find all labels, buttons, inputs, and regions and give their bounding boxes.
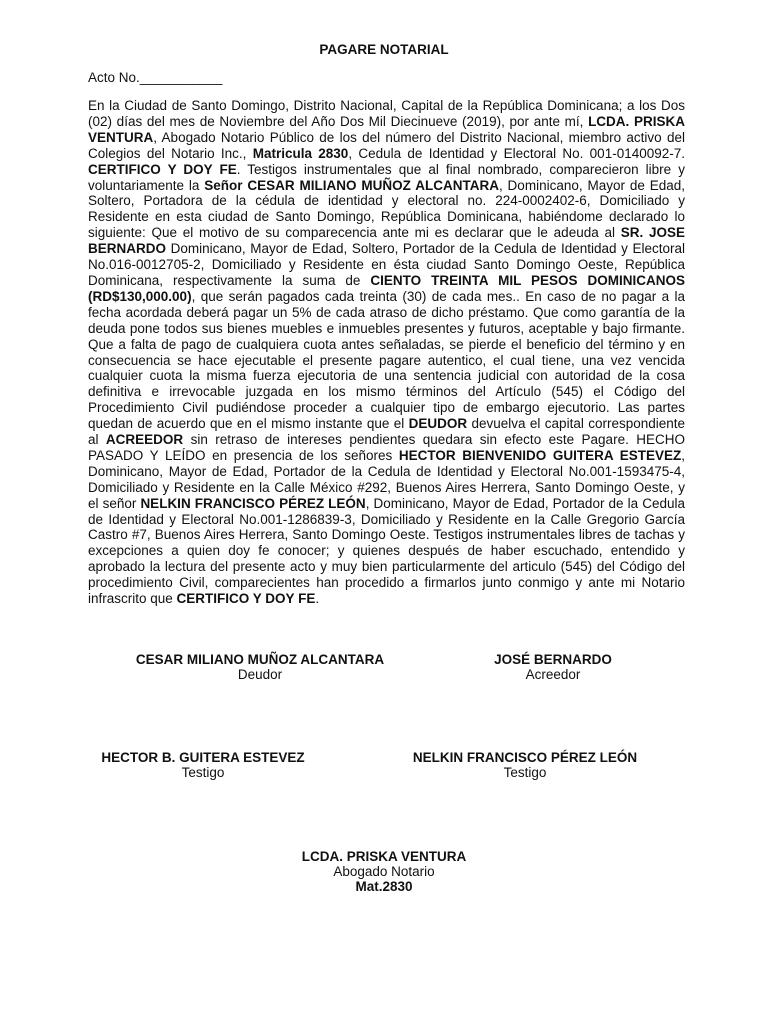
body-segment-bold: LCDA. PRISKA VENTURA — [88, 113, 685, 145]
body-segment: , Cedula de Identidad y Electoral No. 001-0140092-7. — [348, 145, 686, 161]
signature-role: Deudor — [237, 667, 283, 682]
body-segment: En la Ciudad de Santo Domingo, Distrito Nacional, Capital de la República Dominicana; a los Dos (02) días del mes de Noviembre del Año Dos Mil Diecinueve (2019), por ante mí, — [88, 98, 685, 129]
body-segment: sin retraso de intereses pendientes quedara sin efecto este Pagare. HECHO PASADO Y LEÍDO en presencia de los señores — [88, 432, 685, 463]
acto-number: Acto No.___________ — [88, 70, 223, 85]
body-segment: . Testigos instrumentales que al final nombrado, comparecieron libre y voluntariamente la — [88, 161, 685, 193]
body-segment: , Dominicano, Mayor de Edad, Portador de la Cedula de Identidad y Electoral No.001-1593475-4, Domiciliado y Residente en la Calle México #292, Buenos Aires Herrera, Santo Domingo Oeste, y el señor — [88, 447, 685, 511]
document-title: PAGARE NOTARIAL — [319, 42, 449, 57]
body-segment-bold: Señor CESAR MILIANO MUÑOZ ALCANTARA — [204, 177, 499, 193]
signature-name: JOSÉ BERNARDO — [494, 652, 612, 667]
notario-matricula: Mat.2830 — [355, 879, 413, 894]
signature-name: HECTOR B. GUITERA ESTEVEZ — [101, 750, 305, 765]
body-segment-bold: HECTOR BIENVENIDO GUITERA ESTEVEZ — [398, 447, 682, 463]
signature-role: Abogado Notario — [333, 864, 435, 879]
signature-testigo-1 — [88, 750, 318, 780]
signature-role: Testigo — [503, 765, 547, 780]
signature-testigo-2 — [399, 750, 651, 780]
signature-name: NELKIN FRANCISCO PÉREZ LEÓN — [412, 750, 638, 765]
signature-notario — [234, 849, 534, 894]
signature-role: Acreedor — [525, 667, 581, 682]
signature-name: LCDA. PRISKA VENTURA — [301, 849, 467, 864]
body-segment: , Dominicano, Mayor de Edad, Soltero, Portadora de la cédula de identidad y electoral no. 224-0002402-6, Domiciliado y Residente en esta ciudad de Santo Domingo, República Dominicana, habiéndome declarado lo siguiente: Que el motivo de su comparecencia ante mi es declarar que le adeuda al — [88, 177, 685, 241]
body-segment-bold: NELKIN FRANCISCO PÉREZ LEÓN — [140, 495, 366, 511]
body-segment: Dominicano, Mayor de Edad, Soltero, Portador de la Cedula de Identidad y Electoral No.016-0012705-2, Domiciliado y Residente en ésta ciudad Santo Domingo Oeste, República Dominicana, respectivamente la suma de — [88, 241, 685, 288]
body-segment-bold: CERTIFICO Y DOY FE — [176, 591, 316, 607]
body-segment-bold: CERTIFICO Y DOY FE — [88, 161, 237, 177]
body-segment-bold: ACREEDOR — [105, 432, 184, 448]
body-segment: , que serán pagados cada treinta (30) de cada mes.. En caso de no pagar a la fecha acordada deberá pagar un 5% de cada atraso de dicho préstamo. Que como garantía de la deuda pone todos sus bienes muebles e inmuebles presentes y futuros, aceptable y bajo firmante. Que a falta de pago de cualquiera cuota antes señaladas, se pierde el beneficio del término y en consecuencia se hace ejecutable el presente pagare autentico, el cual tiene, una vez vencida cualquier cuota la misma fuerza ejecutoria de una sentencia judicial con autoridad de la cosa definitiva e irrevocable juzgada en los mismo términos del Artículo (545) el Código del Procedimiento Civil pudiéndose proceder a cualquier tipo de embargo ejecutorio. Las partes quedan de acuerdo que en el mismo instante que el — [88, 288, 685, 432]
body-segment: . — [315, 591, 320, 607]
document-body — [88, 98, 685, 607]
signature-deudor — [88, 652, 432, 682]
body-segment: , Dominicano, Mayor de Edad, Portador de la Cedula de Identidad y Electoral No.001-1286839-3, Domiciliado y Residente en la Calle Gregorio García Castro #7, Buenos Aires Herrera, Santo Domingo Oeste. Testigos instrumentales libres de tachas y excepciones a quien doy fe conocer; y quienes después de haber escuchado, entendido y aprobado la lectura del presente acto y muy bien particularmente del articulo (545) del Código del procedimiento Civil, comparecientes han procedido a firmarlos junto conmigo y ante mi Notario infrascrito que — [88, 495, 685, 607]
signature-name: CESAR MILIANO MUÑOZ ALCANTARA — [135, 652, 385, 667]
body-segment-bold: DEUDOR — [408, 416, 468, 432]
body-segment-bold: CIENTO TREINTA MIL PESOS DOMINICANOS (RD$130,000.00) — [88, 272, 685, 304]
body-segment: , Abogado Notario Público de los del número del Distrito Nacional, miembro activo del Colegios del Notario Inc., — [88, 129, 685, 161]
body-segment: devuelva el capital correspondiente al — [88, 416, 686, 448]
signature-role: Testigo — [181, 765, 225, 780]
body-segment-bold: SR. JOSE BERNARDO — [88, 225, 686, 257]
body-segment-bold: Matricula 2830 — [252, 145, 349, 161]
signature-acreedor — [440, 652, 666, 682]
